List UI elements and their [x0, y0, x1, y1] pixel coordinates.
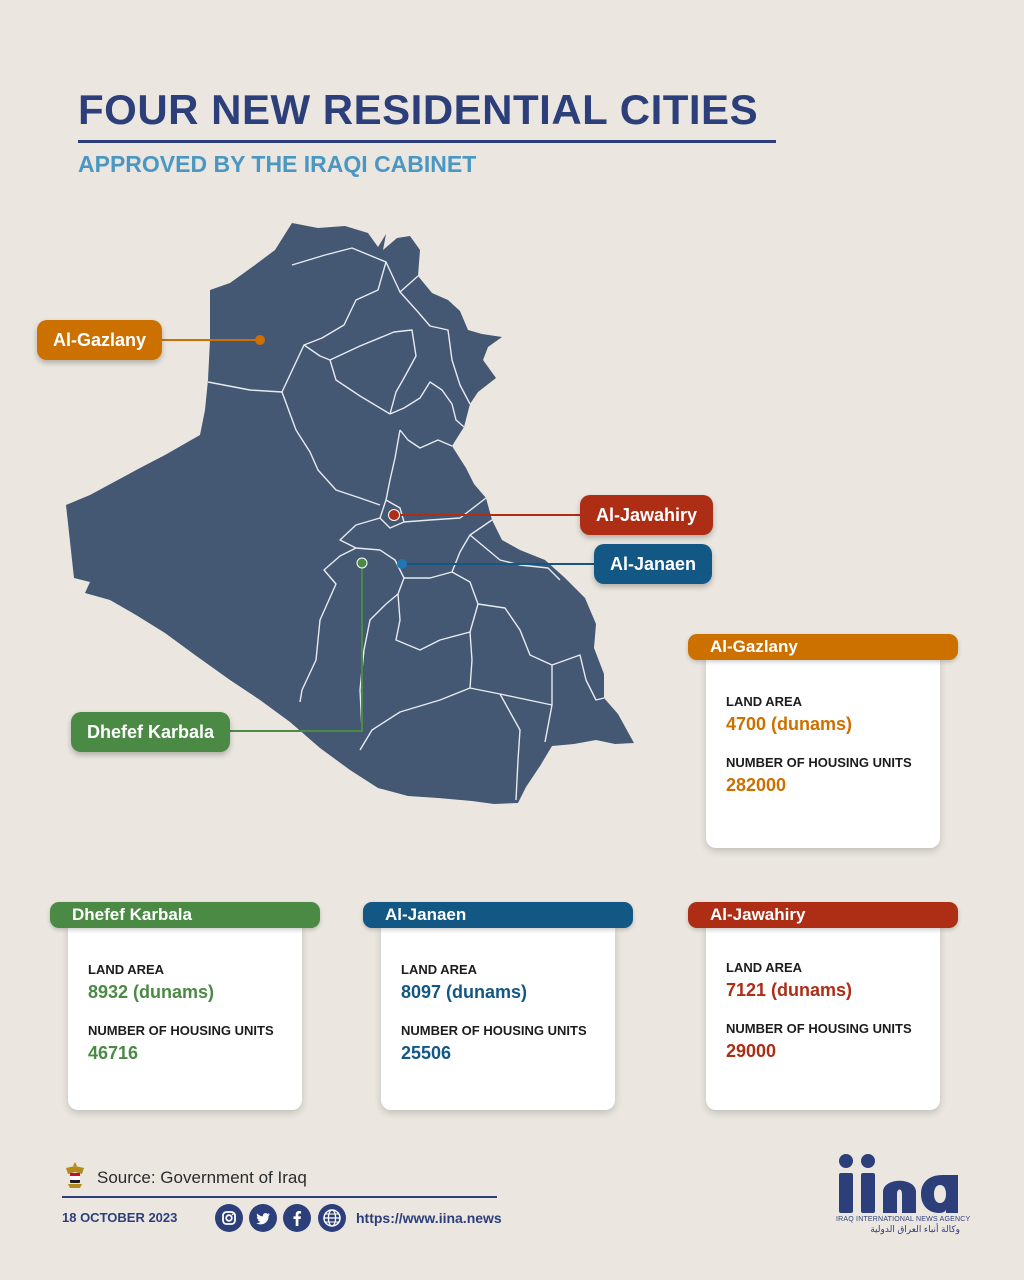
land-area-value: 7121 (dunams) [726, 980, 853, 1000]
land-area-label: LAND AREA [726, 694, 803, 709]
land-area-label: LAND AREA [88, 962, 165, 977]
page-title: FOUR NEW RESIDENTIAL CITIES [78, 86, 759, 133]
card-header: Al-Gazlany [688, 634, 958, 660]
iraq-emblem-icon [62, 1160, 88, 1190]
housing-units-label: NUMBER OF HOUSING UNITS [88, 1023, 274, 1038]
housing-units-label: NUMBER OF HOUSING UNITS [401, 1023, 587, 1038]
logo-name-ar: وكالة أنباء العراق الدولية [870, 1224, 960, 1234]
housing-units-value: 46716 [88, 1043, 139, 1063]
card-header: Al-Janaen [363, 902, 633, 928]
housing-units-value: 29000 [726, 1041, 777, 1061]
facebook-icon[interactable] [283, 1204, 311, 1232]
land-area-label: LAND AREA [401, 962, 478, 977]
housing-units-value: 25506 [401, 1043, 452, 1063]
globe-icon[interactable] [318, 1204, 346, 1232]
website-link[interactable]: https://www.iina.news [356, 1210, 502, 1226]
map-label-janaen: Al-Janaen [594, 544, 712, 584]
housing-units-label: NUMBER OF HOUSING UNITS [726, 755, 912, 770]
land-area-value: 4700 (dunams) [726, 714, 853, 734]
iina-logo [836, 1152, 971, 1235]
land-area-label: LAND AREA [726, 960, 803, 975]
housing-units-label: NUMBER OF HOUSING UNITS [726, 1021, 912, 1036]
instagram-icon[interactable] [215, 1204, 243, 1232]
logo-name-en: IRAQ INTERNATIONAL NEWS AGENCY [836, 1216, 971, 1223]
land-area-value: 8932 (dunams) [88, 982, 215, 1002]
source-text: Source: Government of Iraq [97, 1168, 307, 1187]
card-header: Dhefef Karbala [50, 902, 320, 928]
twitter-icon[interactable] [249, 1204, 277, 1232]
info-card-janaen [363, 902, 633, 1110]
info-card-gazlany [688, 634, 958, 848]
info-card-jawahiry [688, 902, 958, 1110]
page-subtitle: APPROVED BY THE IRAQI CABINET [78, 151, 477, 177]
map-label-gazlany: Al-Gazlany [37, 320, 162, 360]
iina-wordmark-icon [836, 1152, 960, 1214]
map-label-jawahiry: Al-Jawahiry [580, 495, 713, 535]
map-label-dhefef: Dhefef Karbala [71, 712, 230, 752]
info-card-dhefef [50, 902, 320, 1110]
title-underline [78, 140, 776, 143]
housing-units-value: 282000 [726, 775, 787, 795]
publish-date: 18 OCTOBER 2023 [62, 1210, 178, 1225]
land-area-value: 8097 (dunams) [401, 982, 528, 1002]
footer-divider [62, 1196, 497, 1198]
card-header: Al-Jawahiry [688, 902, 958, 928]
